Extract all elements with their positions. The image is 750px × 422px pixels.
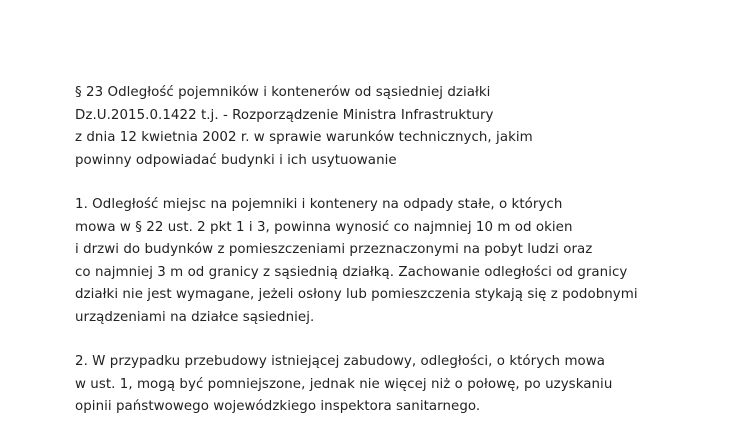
paragraph-2-line: w ust. 1, mogą być pomniejszone, jednak nie więcej niż o połowę, po uzyskaniu bbox=[75, 376, 613, 392]
legal-reference: Dz.U.2015.0.1422 t.j. - Rozporządzenie Ministra Infrastruktury bbox=[75, 107, 494, 123]
document-body bbox=[75, 82, 735, 419]
regulation-date-line: z dnia 12 kwietnia 2002 r. w sprawie warunków technicznych, jakim bbox=[75, 130, 533, 145]
paragraph-1-line: i drzwi do budynków z pomieszczeniami przeznaczonymi na pobyt ludzi oraz bbox=[75, 242, 593, 257]
paragraph-1-line: 1. Odległość miejsc na pojemniki i kontenery na odpady stałe, o których bbox=[75, 197, 563, 212]
paragraph-1-line: działki nie jest wymagane, jeżeli osłony lub pomieszczenia stykają się z podobnymi bbox=[75, 287, 638, 302]
regulation-subject-line: powinny odpowiadać budynki i ich usytuowanie bbox=[75, 152, 397, 168]
paragraph-1 bbox=[75, 194, 735, 329]
document-header bbox=[75, 82, 735, 172]
paragraph-2 bbox=[75, 351, 735, 419]
paragraph-1-line: co najmniej 3 m od granicy z sąsiednią działką. Zachowanie odległości od granicy bbox=[75, 264, 628, 280]
paragraph-2-line: opinii państwowego wojewódzkiego inspektora sanitarnego. bbox=[75, 399, 481, 414]
paragraph-1-line: urządzeniami na działce sąsiedniej. bbox=[75, 309, 315, 325]
section-title: § 23 Odległość pojemników i kontenerów od sąsiedniej działki bbox=[75, 85, 491, 100]
paragraph-2-line: 2. W przypadku przebudowy istniejącej zabudowy, odległości, o których mowa bbox=[75, 354, 606, 369]
paragraph-1-line: mowa w § 22 ust. 2 pkt 1 i 3, powinna wynosić co najmniej 10 m od okien bbox=[75, 219, 573, 235]
